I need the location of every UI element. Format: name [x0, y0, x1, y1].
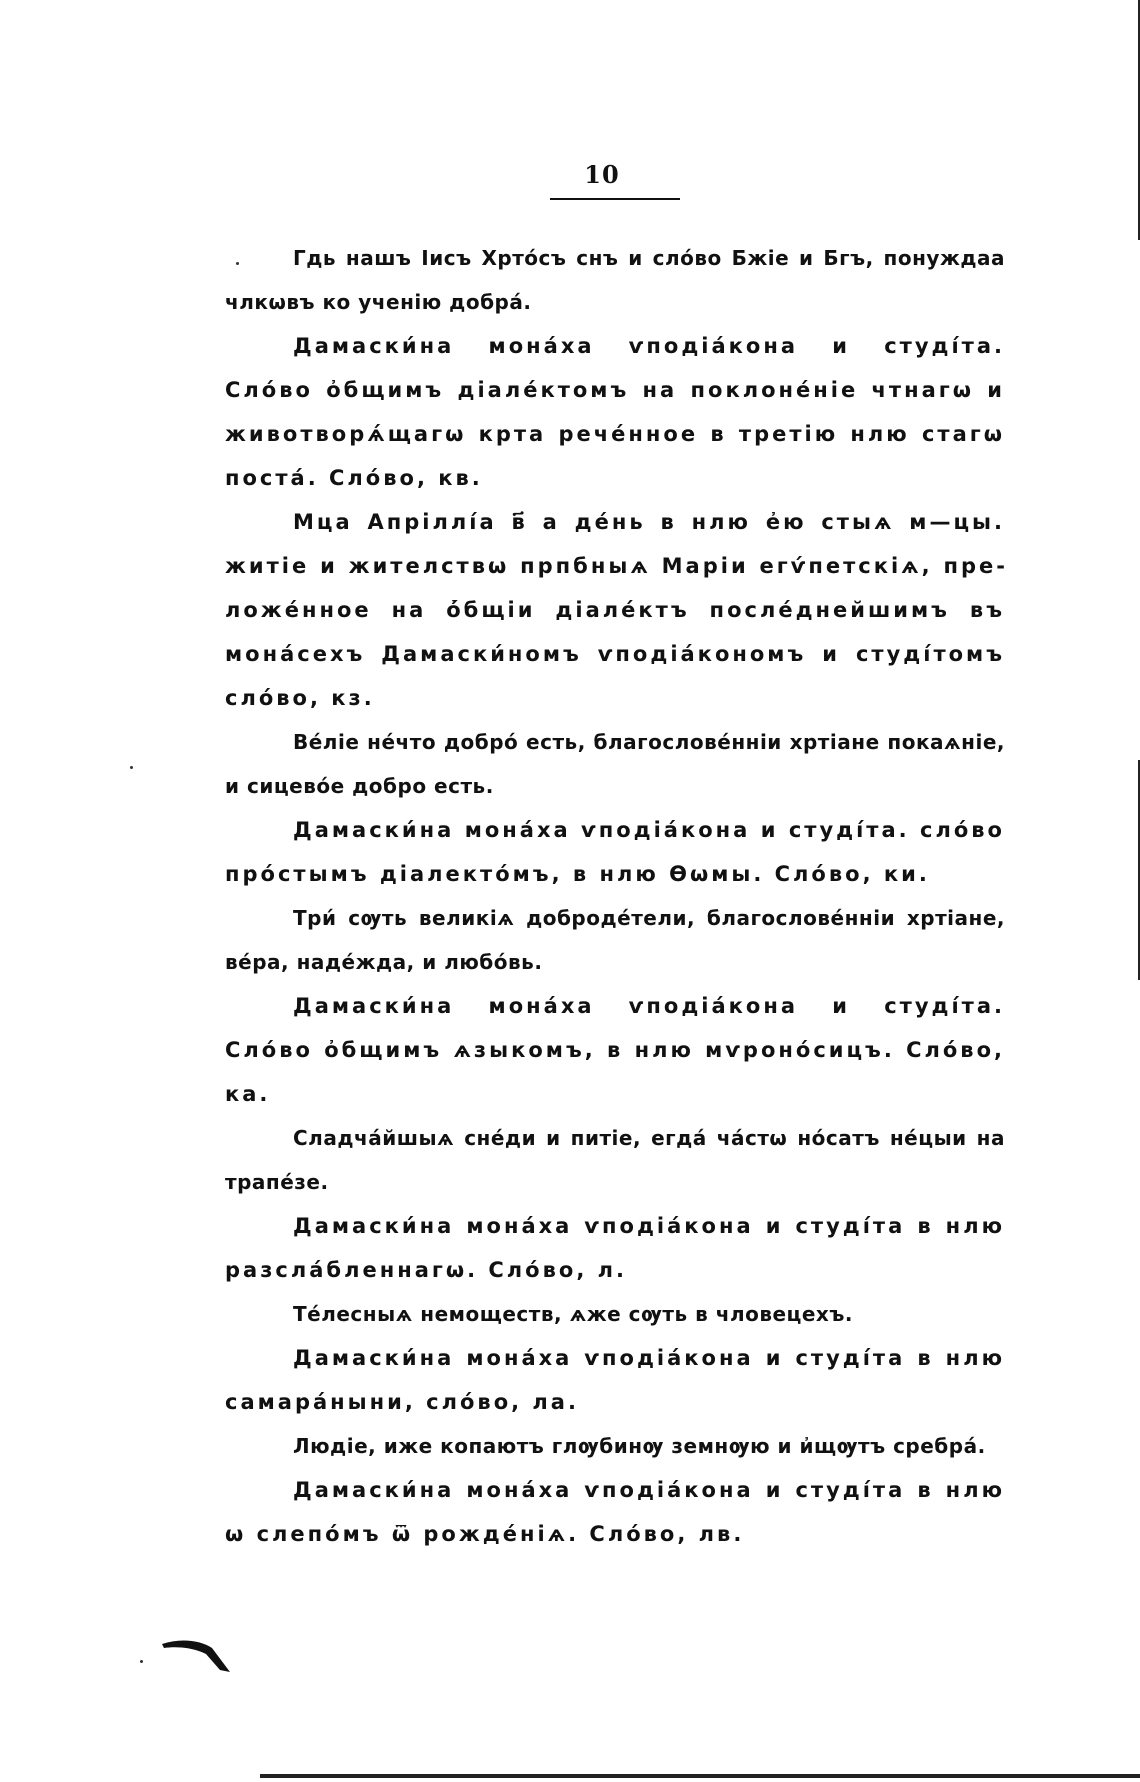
paragraph-12: Людіе, иже копаютъ глѹбинѹ земнѹю и и҆щѹтъ сребра́.: [293, 1434, 986, 1458]
page-number-rule: [550, 198, 680, 200]
paragraph-5: Дамаски́на мона́ха ѵподіа́кона и студі́та. сло́во про́стымъ діалекто́мъ, в нлю Ѳѡмы. Сло́во, ки.: [225, 818, 1005, 886]
text-block: [225, 236, 1005, 1556]
speck-1: [140, 1660, 143, 1663]
paragraph-3: Мца Апріллі́а в҃ а де́нь в нлю е҆ю стыѧ м—цы. житіе и жителствѡ прпбныѧ Маріи егѵ́петскіѧ, преложе́нное на о҆́бщіи діале́ктъ после́днейшимъ въ мона́сехъ Дамаски́номъ ѵподіа́кономъ и студі́томъ сло́во, кз.: [225, 510, 1005, 710]
ink-blot: [160, 1636, 232, 1676]
paragraph-7: Дамаски́на мона́ха ѵподіа́кона и студі́та. Сло́во о҆бщимъ ѧзыкомъ, в нлю мѵроно́сицъ. Сло́во, ка.: [225, 994, 1005, 1106]
scan-edge-bottom: [260, 1774, 1140, 1778]
paragraph-2: Дамаски́на мона́ха ѵподіа́кона и студі́та. Сло́во о҆бщимъ діале́ктомъ на поклоне́ніе чтнагѡ и животворѧ́щагѡ крта рече́нное в третію нлю стагѡ поста́. Сло́во, кв.: [225, 334, 1005, 490]
paragraph-6: Три́ сѹть великіѧ доброде́тели, благослове́нніи хртіане, ве́ра, наде́жда, и любо́вь.: [225, 906, 1005, 974]
paragraph-11: Дамаски́на мона́ха ѵподіа́кона и студі́та в нлю самара́ныни, сло́во, ла.: [225, 1346, 1005, 1414]
paragraph-1: Гдь нашъ Іисъ Хрто́съ снъ и сло́во Бжіе и Бгъ, понуждаа члкѡвъ ко ученію добра́.: [225, 246, 1005, 314]
page-number: 10: [584, 160, 620, 189]
paragraph-13: Дамаски́на мона́ха ѵподіа́кона и студі́та в нлю ѡ слепо́мъ ѿ рожде́ніѧ. Сло́во, лв.: [225, 1478, 1005, 1546]
paragraph-4: Ве́ліе не́что добро́ есть, благослове́нніи хртіане покаѧніе, и сицево́е добро есть.: [225, 730, 1005, 798]
speck-3: [236, 262, 239, 265]
paragraph-10: Те́лесныѧ немоществ, ѧже сѹть в чловецехъ.: [293, 1302, 853, 1326]
speck-2: [130, 766, 133, 769]
paragraph-8: Сладча́йшыѧ сне́ди и питіе, егда́ ча́стѡ но́сатъ не́цыи на трапе́зе.: [225, 1126, 1005, 1194]
paragraph-9: Дамаски́на мона́ха ѵподіа́кона и студі́та в нлю разсла́бленнагѡ. Сло́во, л.: [225, 1214, 1005, 1282]
